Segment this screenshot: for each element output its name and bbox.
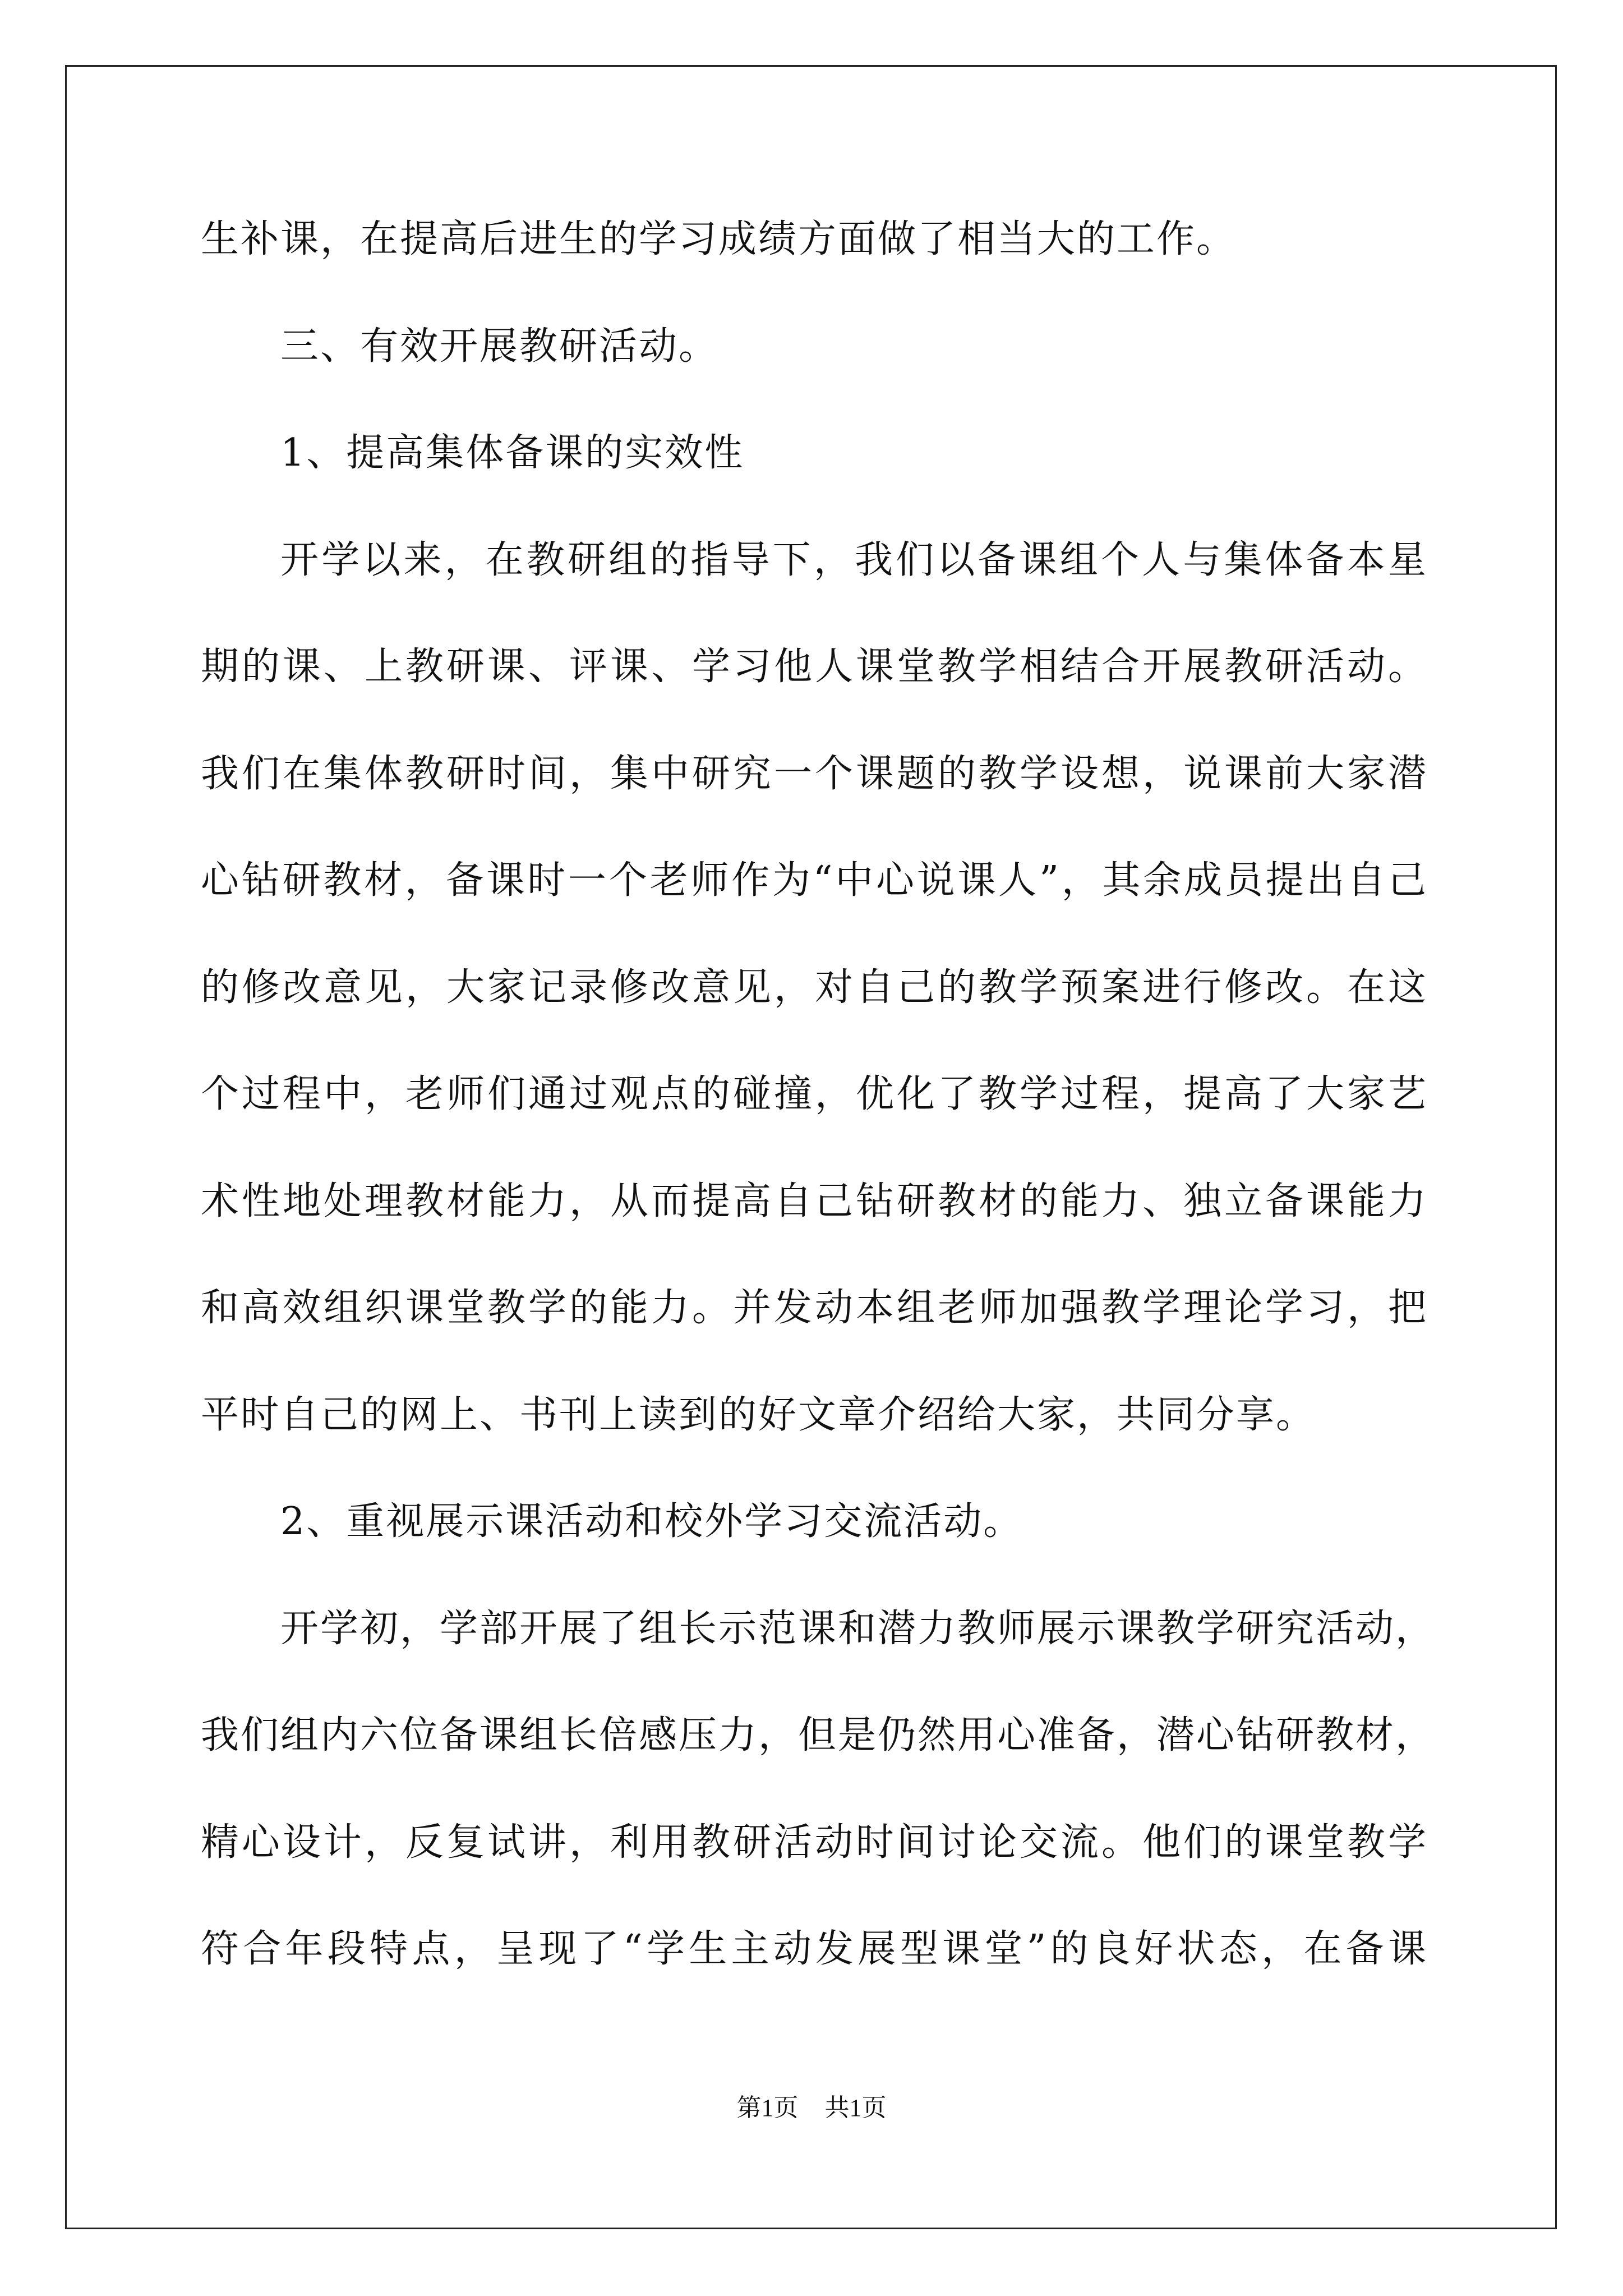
text-line: 术性地处理教材能力，从而提高自己钻研教材的能力、独立备课能力: [201, 1179, 1428, 1223]
text-line: 开学以来，在教研组的指导下，我们以备课组个人与集体备本星: [280, 538, 1428, 582]
subsection-heading: 1、提高集体备课的实效性: [280, 431, 745, 475]
text-line: 个过程中，老师们通过观点的碰撞，优化了教学过程，提高了大家艺: [201, 1072, 1428, 1116]
text-line: 的修改意见，大家记录修改意见，对自己的教学预案进行修改。在这: [201, 965, 1428, 1010]
section-heading: 三、有效开展教研活动。: [280, 324, 719, 369]
text-line: 心钻研教材，备课时一个老师作为“中心说课人”，其余成员提出自己: [201, 858, 1428, 903]
text-line: 我们组内六位备课组长倍感压力，但是仍然用心准备，潜心钻研教材，: [201, 1713, 1436, 1757]
text-line: 精心设计，反复试讲，利用教研活动时间讨论交流。他们的课堂教学: [201, 1820, 1428, 1865]
page-border: [65, 65, 1557, 2229]
text-line: 生补课，在提高后进生的学习成绩方面做了相当大的工作。: [201, 217, 1237, 261]
text-line: 平时自己的网上、书刊上读到的好文章介绍给大家，共同分享。: [201, 1393, 1316, 1437]
text-line: 我们在集体教研时间，集中研究一个课题的教学设想，说课前大家潜: [201, 752, 1428, 796]
text-line: 期的课、上教研课、评课、学习他人课堂教学相结合开展教研活动。: [201, 645, 1428, 689]
text-line: 开学初，学部开展了组长示范课和潜力教师展示课教学研究活动，: [280, 1607, 1436, 1651]
text-line: 和高效组织课堂教学的能力。并发动本组老师加强教学理论学习，把: [201, 1286, 1428, 1330]
page-footer: [0, 2091, 1623, 2125]
subsection-heading: 2、重视展示课活动和校外学习交流活动。: [280, 1499, 1023, 1544]
page-number: 第1页: [736, 2094, 799, 2122]
page-total: 共1页: [824, 2094, 887, 2122]
text-line: 符合年段特点，呈现了“学生主动发展型课堂”的良好状态，在备课: [201, 1927, 1428, 1971]
